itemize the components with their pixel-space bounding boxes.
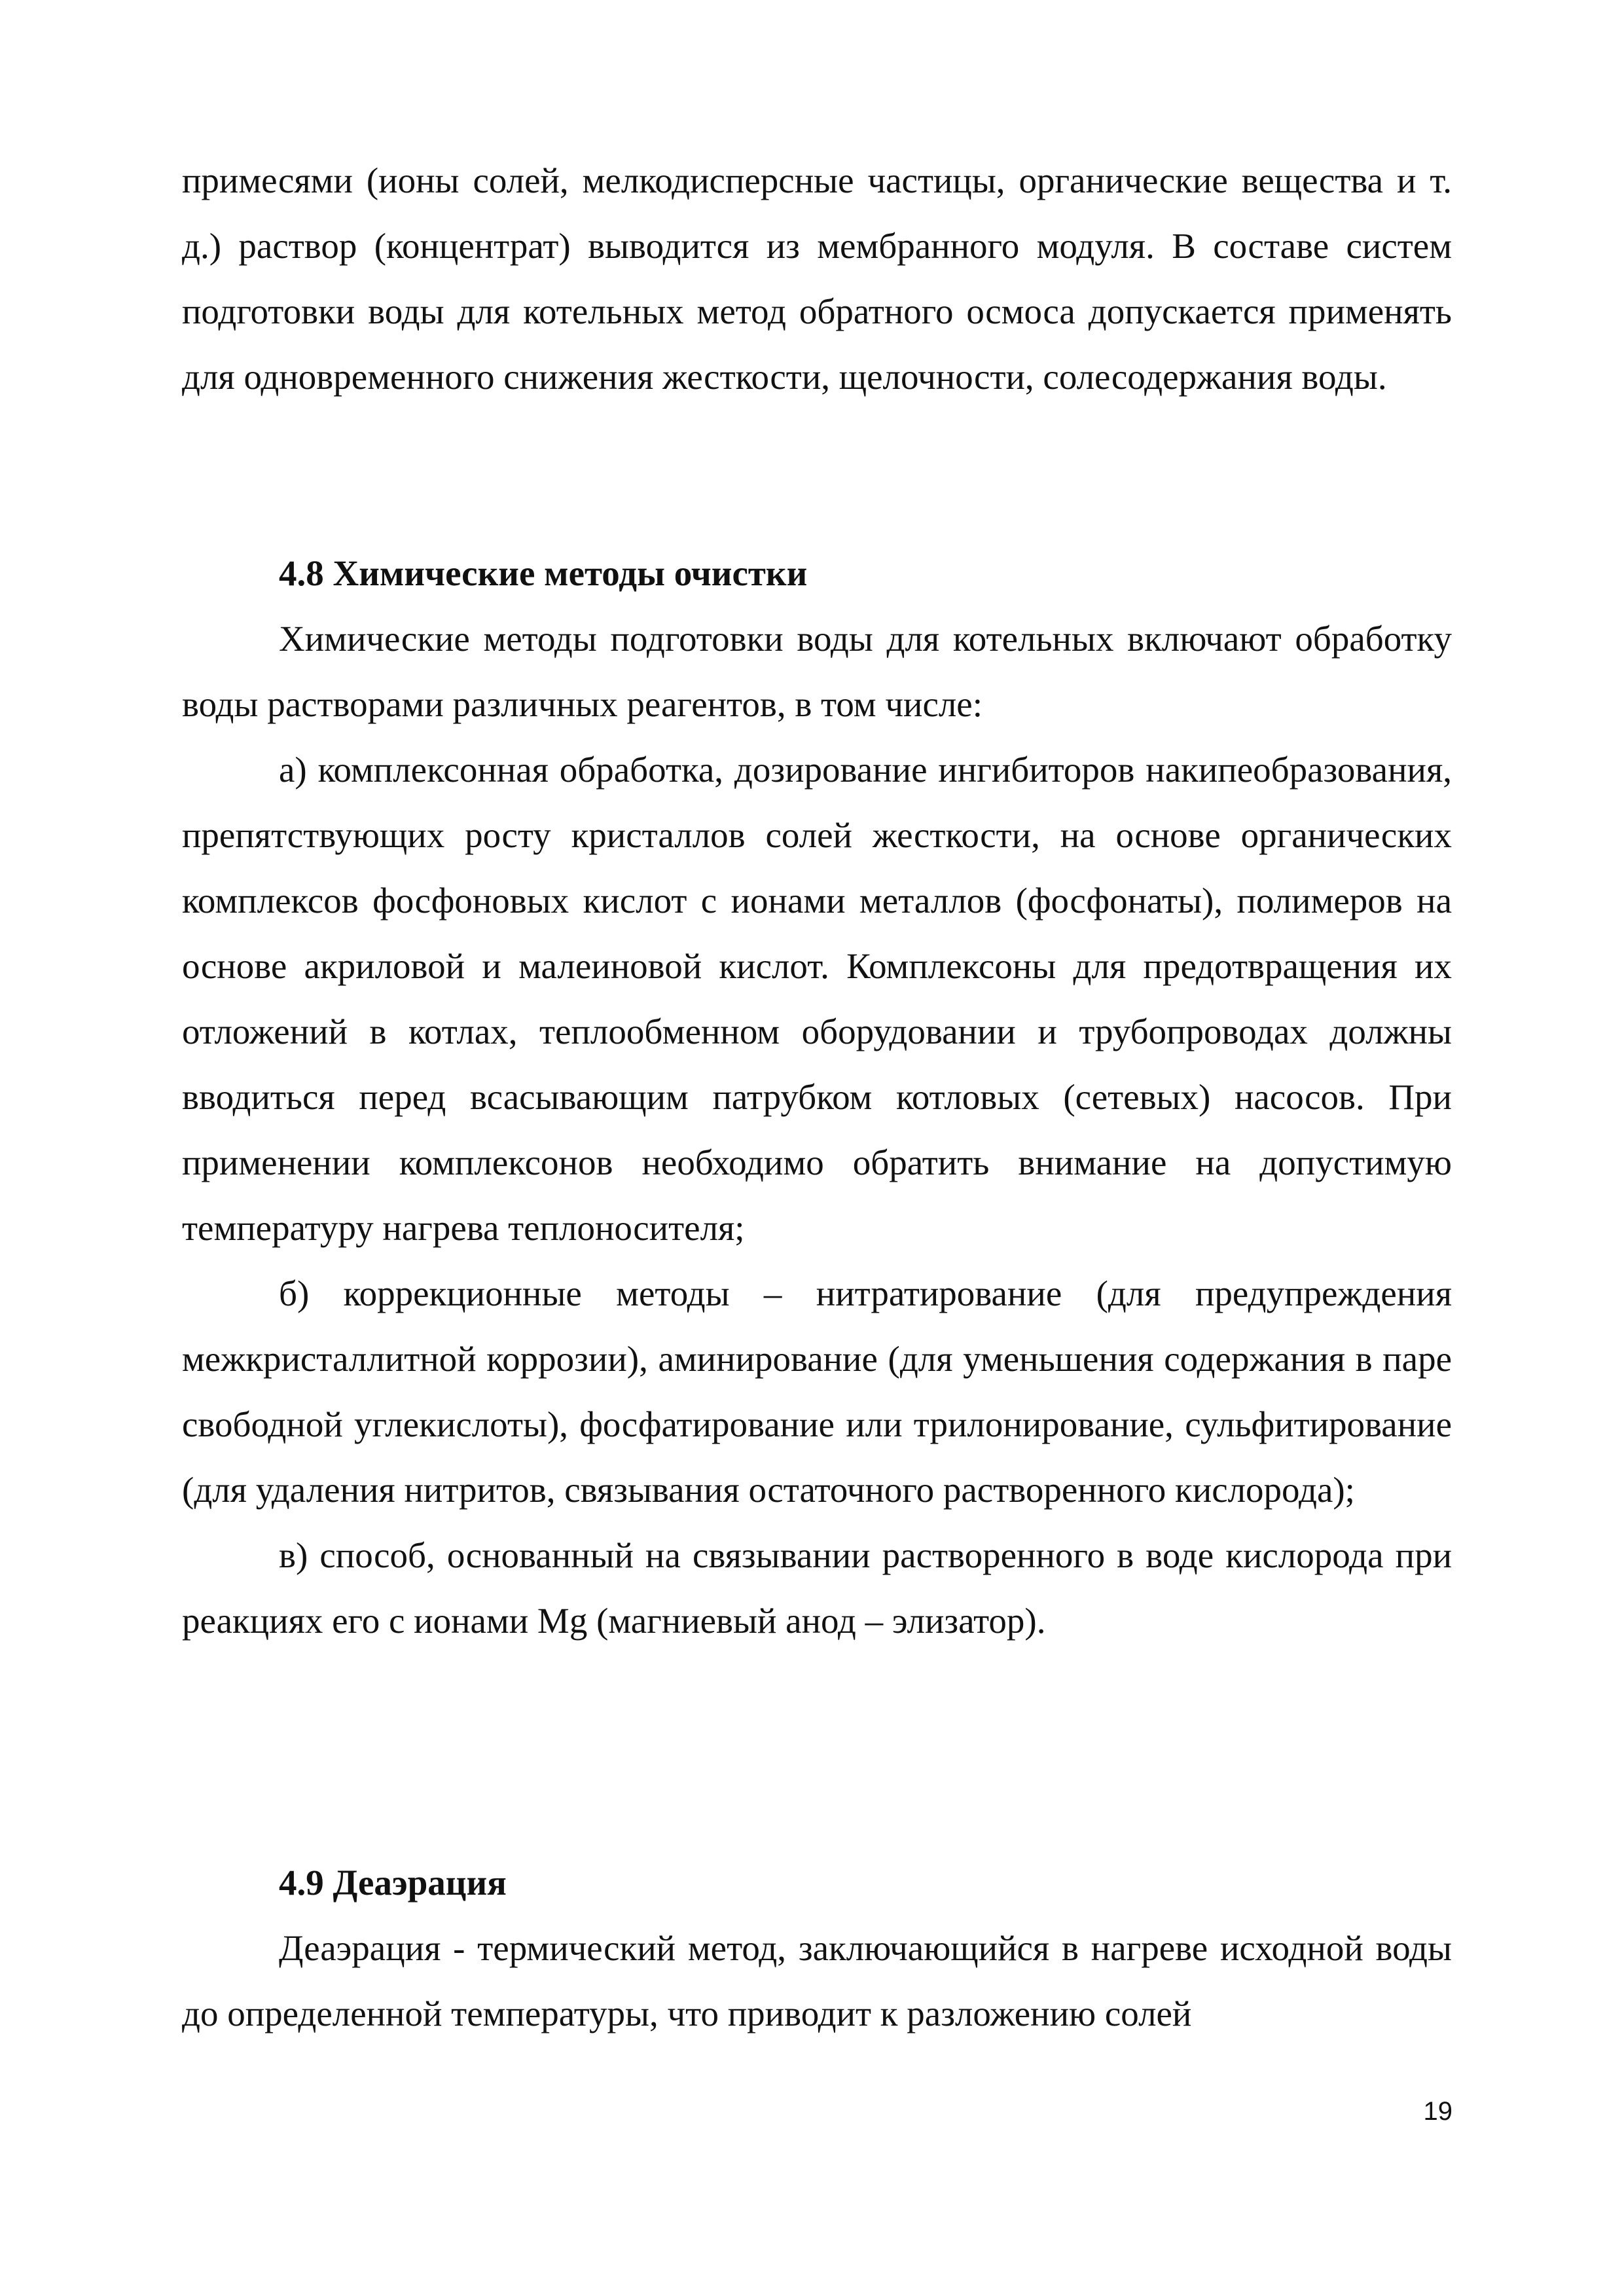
section-paragraph: Химические методы подготовки воды для котельных включают обработку воды растворами различных реагентов, в том числе: <box>182 619 1452 724</box>
list-item-b: б) коррекционные методы – нитратирование (для предупреждения межкристаллитной коррозии), аминирование (для уменьшения содержания в паре свободной углекислоты), фосфатирование или трилонирование, сульфитирование (для удаления нитритов, связывания остаточного растворенного кислорода); <box>182 1273 1452 1510</box>
list-item-a: а) комплексонная обработка, дозирование ингибиторов накипеобразования, препятствующих росту кристаллов солей жесткости, на основе органических комплексов фосфоновых кислот с ионами металлов (фосфонаты), полимеров на основе акриловой и малеиновой кислот. Комплексоны для предотвращения их отложений в котлах, теплообменном оборудовании и трубопроводах должны вводиться перед всасывающим патрубком котловых (сетевых) насосов. При применении комплексонов необходимо обратить внимание на допустимую температуру нагрева теплоносителя; <box>182 750 1452 1248</box>
page-number: 19 <box>1423 2097 1453 2126</box>
section-paragraph: Деаэрация - термический метод, заключающийся в нагреве исходной воды до определенной температуры, что приводит к разложению солей <box>182 1928 1452 2033</box>
section-4-8 <box>182 541 1452 1654</box>
list-item-c: в) способ, основанный на связывании растворенного в воде кислорода при реакциях его с ионами Mg (магниевый анод – элизатор). <box>182 1535 1452 1641</box>
section-4-9 <box>182 1850 1452 2047</box>
section-heading: 4.8 Химические методы очистки <box>279 553 808 593</box>
section-heading: 4.9 Деаэрация <box>279 1863 507 1903</box>
intro-block <box>182 148 1452 410</box>
intro-paragraph: примесями (ионы солей, мелкодисперсные частицы, органические вещества и т. д.) раствор (концентрат) выводится из мембранного модуля. В составе систем подготовки воды для котельных метод обратного осмоса допускается применять для одновременного снижения жесткости, щелочности, солесодержания воды. <box>182 160 1452 397</box>
